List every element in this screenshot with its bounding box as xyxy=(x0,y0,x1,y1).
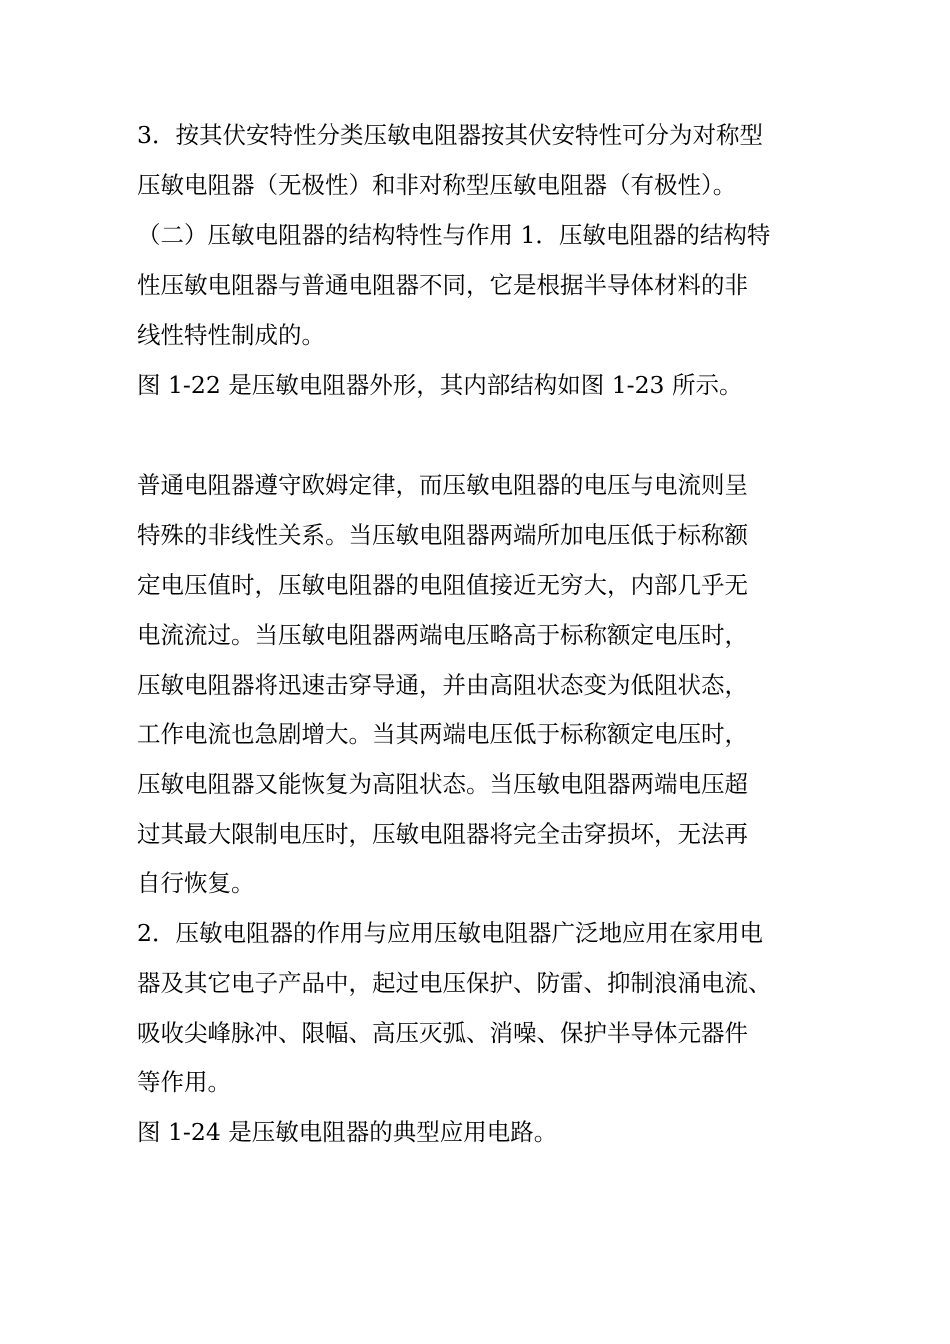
text-line: 图 1-24 是压敏电阻器的典型应用电路。 xyxy=(137,1118,558,1146)
text-line: 性压敏电阻器与普通电阻器不同，它是根据半导体材料的非 xyxy=(137,271,748,299)
text-line: 自行恢复。 xyxy=(137,869,255,897)
text-line: 压敏电阻器又能恢复为高阻状态。当压敏电阻器两端电压超 xyxy=(137,770,748,798)
text-line: 工作电流也急剧增大。当其两端电压低于标称额定电压时， xyxy=(137,720,748,748)
text-line: 特殊的非线性关系。当压敏电阻器两端所加电压低于标称额 xyxy=(137,521,748,549)
text-line: 普通电阻器遵守欧姆定律，而压敏电阻器的电压与电流则呈 xyxy=(137,471,748,499)
text-line: 线性特性制成的。 xyxy=(137,321,325,349)
text-line: 压敏电阻器将迅速击穿导通，并由高阻状态变为低阻状态， xyxy=(137,671,748,699)
text-line: 电流流过。当压敏电阻器两端电压略高于标称额定电压时， xyxy=(137,621,748,649)
text-line: 过其最大限制电压时，压敏电阻器将完全击穿损坏，无法再 xyxy=(137,820,748,848)
text-line: 器及其它电子产品中，起过电压保护、防雷、抑制浪涌电流、 xyxy=(137,969,772,997)
text-line: 2．压敏电阻器的作用与应用压敏电阻器广泛地应用在家用电 xyxy=(137,919,763,947)
text-line: 定电压值时，压敏电阻器的电阻值接近无穷大，内部几乎无 xyxy=(137,571,748,599)
text-line: 吸收尖峰脉冲、限幅、高压灭弧、消噪、保护半导体元器件 xyxy=(137,1019,748,1047)
text-line: 3．按其伏安特性分类压敏电阻器按其伏安特性可分为对称型 xyxy=(137,121,763,149)
text-line: 图 1-22 是压敏电阻器外形，其内部结构如图 1-23 所示。 xyxy=(137,371,743,399)
text-line: 等作用。 xyxy=(137,1068,231,1096)
text-line: 压敏电阻器（无极性）和非对称型压敏电阻器（有极性）。 xyxy=(137,171,737,199)
text-line: （二）压敏电阻器的结构特性与作用 1．压敏电阻器的结构特 xyxy=(137,221,771,249)
